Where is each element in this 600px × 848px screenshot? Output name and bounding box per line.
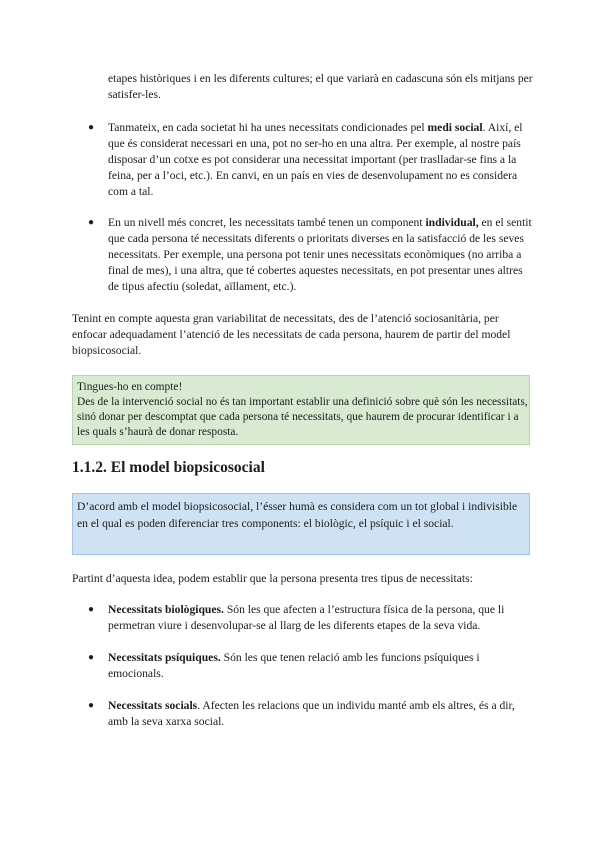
bullet-icon: ● — [88, 604, 95, 615]
note-text: Des de la intervenció social no és tan important establir una definició sobre què són les necessitats, sinó donar per descomptat que cada persona té necessitats, que haurem de procurar identificar i a les quals s’haurà de donar resposta. — [77, 396, 528, 438]
list-item: ● Tanmateix, en cada societat hi ha unes necessitats condicionades pel medi social. Així, el que és considerat necessari en una, pot no ser-ho en una altra. Per exemple, al nostre país disposar d’un cotxe es pot considerar una necessitat important (per traslladar-se fins a la feina, per a l’oci, etc.). En canvi, en un país en vies de desenvolupament no es considera com a tal. — [88, 121, 523, 198]
list-item: ● Necessitats psíquiques. Són les que tenen relació amb les funcions psíquiques i emocionals. — [88, 651, 480, 680]
section-heading: 1.1.2. El model biopsicosocial — [72, 459, 265, 476]
continuation-text: etapes històriques i en les diferents cultures; el que variarà en cadascuna són els mitjans per satisfer-les. — [108, 72, 533, 101]
list-item: ● En un nivell més concret, les necessitats també tenen un component individual, en el sentit que cada persona té necessitats diferents o prioritats diverses en la satisfacció de les seves necessitats. Per exemple, una persona pot tenir unes necessitats econòmiques (no arriba a final de mes), i una altra, que té cobertes aquestes necessitats, en pot presentar unes altres de tipus afectiu (soledat, aïllament, etc.). — [88, 216, 532, 293]
bullet-icon: ● — [88, 700, 95, 711]
note-box — [72, 375, 530, 445]
note-title: Tingues-ho en compte! — [77, 381, 183, 393]
paragraph: Tenint en compte aquesta gran variabilitat de necessitats, des de l’atenció sociosanitària, per enfocar adequadament l’atenció de les necessitats de cada persona, haurem de partir del model biopsicosocial. — [72, 312, 511, 357]
bullet-icon: ● — [88, 217, 95, 228]
bullet-icon: ● — [88, 652, 95, 663]
info-box: D’acord amb el model biopsicosocial, l’ésser humà es considera com un tot global i indivisible en el qual es poden diferenciar tres components: el biològic, el psíquic i el social. — [72, 493, 530, 555]
list-item: ● Necessitats socials. Afecten les relacions que un individu manté amb els altres, és a dir, amb la seva xarxa social. — [88, 699, 515, 728]
paragraph: Partint d’aquesta idea, podem establir que la persona presenta tres tipus de necessitats: — [72, 572, 473, 585]
bullet-icon: ● — [88, 122, 95, 133]
list-item: ● Necessitats biològiques. Són les que afecten a l’estructura física de la persona, que li permetran viure i desenvolupar-se al llarg de les diferents etapes de la seva vida. — [88, 603, 505, 632]
